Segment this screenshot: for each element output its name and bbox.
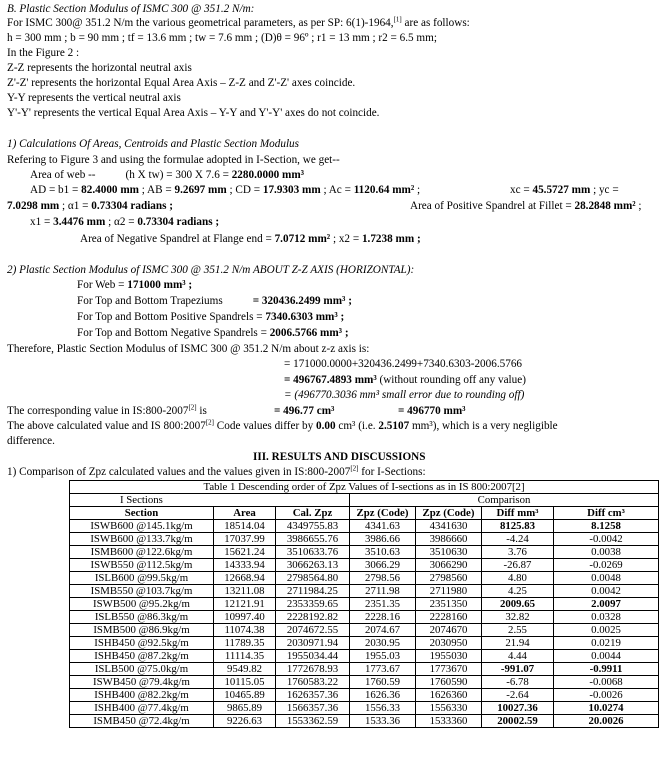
table-cell: 0.0328 (554, 611, 659, 624)
table-row (70, 520, 659, 533)
table-row (70, 611, 659, 624)
table-cell: ISWB500 @95.2kg/m (70, 598, 214, 611)
col-header: Diff mm³ (482, 507, 554, 520)
table-cell: 4.44 (482, 650, 554, 663)
table-cell: 0.0025 (554, 624, 659, 637)
yy-equal-axis-text: Y'-Y' represents the vertical Equal Area Axis – Y-Y and Y'-Y' axes do not coincide. (7, 107, 380, 119)
table-cell: 9549.82 (214, 663, 276, 676)
table-cell: 10997.40 (214, 611, 276, 624)
table-cell: 12668.94 (214, 572, 276, 585)
calc1-refer: Refering to Figure 3 and using the formulae adopted in I-Section, we get-- (7, 154, 340, 166)
table-cell: ISHB400 @82.2kg/m (70, 689, 214, 702)
table-cell: 3066290 (416, 559, 482, 572)
table-cell: 1955034.44 (276, 650, 350, 663)
corresponding-value-cm3: = 496.77 cm³ (274, 405, 335, 417)
table-cell: 1773670 (416, 663, 482, 676)
table-cell: 8125.83 (482, 520, 554, 533)
table-cell: 21.94 (482, 637, 554, 650)
table-cell: 0.0219 (554, 637, 659, 650)
table-cell: 20002.59 (482, 715, 554, 728)
table-cell: 4341.63 (350, 520, 416, 533)
table-cell: 3986660 (416, 533, 482, 546)
table-row (70, 572, 659, 585)
table-cell: -2.64 (482, 689, 554, 702)
table-cell: 9865.89 (214, 702, 276, 715)
table-cell: -0.0026 (554, 689, 659, 702)
table-cell: 1553362.59 (276, 715, 350, 728)
table-cell: 2711984.25 (276, 585, 350, 598)
table-cell: 1772678.93 (276, 663, 350, 676)
corresponding-value-line: The corresponding value in IS:800-2007[2] is (7, 403, 207, 417)
table-cell: 1626357.36 (276, 689, 350, 702)
table-row (70, 533, 659, 546)
yy-axis-text: Y-Y represents the vertical neutral axis (7, 92, 181, 104)
table-row (70, 676, 659, 689)
table-cell: 0.0044 (554, 650, 659, 663)
table-cell: 1626360 (416, 689, 482, 702)
col-header: Section (70, 507, 214, 520)
table-cell: 4.80 (482, 572, 554, 585)
table-body (70, 520, 659, 728)
col-header: Cal. Zpz (276, 507, 350, 520)
table-cell: 2798564.80 (276, 572, 350, 585)
col-header: Area (214, 507, 276, 520)
table-header-row (70, 507, 659, 520)
table-cell: 2030971.94 (276, 637, 350, 650)
table-cell: 2711.98 (350, 585, 416, 598)
yc-alpha1-line: 7.0298 mm ; α1 = 0.73304 radians ; (7, 200, 174, 212)
table-cell: 11789.35 (214, 637, 276, 650)
table-cell: 4349755.83 (276, 520, 350, 533)
table-cell: ISWB600 @145.1kg/m (70, 520, 214, 533)
table-cell: 2351.35 (350, 598, 416, 611)
table-cell: 1955.03 (350, 650, 416, 663)
table-cell: ISMB550 @103.7kg/m (70, 585, 214, 598)
table-row (70, 598, 659, 611)
col-header: Diff cm³ (554, 507, 659, 520)
difference-line-end: difference. (7, 435, 55, 447)
table-cell: ISLB550 @86.3kg/m (70, 611, 214, 624)
table-cell: -26.87 (482, 559, 554, 572)
table-cell: ISWB450 @79.4kg/m (70, 676, 214, 689)
table-cell: 1760590 (416, 676, 482, 689)
xc-yc-line: xc = 45.5727 mm ; yc = (510, 184, 619, 196)
modulus-result-line: = 496767.4893 mm³ (without rounding off any value) (284, 374, 526, 386)
table-row (70, 559, 659, 572)
modulus-rounded-line: = (496770.3036 mm³ small error due to rounding off) (284, 389, 525, 401)
table-cell: 1533360 (416, 715, 482, 728)
group-comparison: Comparison (350, 494, 659, 507)
table-cell: -0.9911 (554, 663, 659, 676)
group-sections: I Sections (70, 494, 350, 507)
table-cell: ISLB500 @75.0kg/m (70, 663, 214, 676)
table-cell: 2030950 (416, 637, 482, 650)
web-modulus-line: For Web = 171000 mm³ ; (77, 279, 193, 291)
table-cell: 2074670 (416, 624, 482, 637)
table-cell: 2074672.55 (276, 624, 350, 637)
table-row (70, 650, 659, 663)
ad-ab-cd-line: AD = b1 = 82.4000 mm ; AB = 9.2697 mm ; CD = 17.9303 mm ; Ac = 1120.64 mm² ; (30, 184, 421, 196)
table-cell: 4.25 (482, 585, 554, 598)
table-cell: 2798.56 (350, 572, 416, 585)
therefore-line: Therefore, Plastic Section Modulus of ISMC 300 @ 351.2 N/m about z-z axis is: (7, 343, 370, 355)
table-cell: ISMB500 @86.9kg/m (70, 624, 214, 637)
table-cell: 1533.36 (350, 715, 416, 728)
table-cell: -0.0269 (554, 559, 659, 572)
table-cell: ISLB600 @99.5kg/m (70, 572, 214, 585)
table-cell: 1773.67 (350, 663, 416, 676)
table-cell: 2074.67 (350, 624, 416, 637)
table-cell: ISWB550 @112.5kg/m (70, 559, 214, 572)
table-cell: 3986.66 (350, 533, 416, 546)
table-cell: 2009.65 (482, 598, 554, 611)
table-cell: ISMB450 @72.4kg/m (70, 715, 214, 728)
table-cell: 1566357.36 (276, 702, 350, 715)
table-cell: 1556.33 (350, 702, 416, 715)
positive-spandrel-modulus-line: For Top and Bottom Positive Spandrels = 7340.6303 mm³ ; (77, 311, 345, 323)
table-cell: 1626.36 (350, 689, 416, 702)
table-cell: -4.24 (482, 533, 554, 546)
positive-spandrel-line: Area of Positive Spandrel at Fillet = 28.2848 mm² ; (410, 200, 642, 212)
table-row (70, 624, 659, 637)
table-cell: -991.07 (482, 663, 554, 676)
table-cell: 1760.59 (350, 676, 416, 689)
table-cell: 3.76 (482, 546, 554, 559)
table-cell: 12121.91 (214, 598, 276, 611)
table-cell: 2.0097 (554, 598, 659, 611)
table-cell: 1556330 (416, 702, 482, 715)
calc1-heading: 1) Calculations Of Areas, Centroids and Plastic Section Modulus (7, 138, 299, 150)
table-cell: ISHB450 @92.5kg/m (70, 637, 214, 650)
table-cell: 32.82 (482, 611, 554, 624)
table-cell: 2351350 (416, 598, 482, 611)
table-cell: ISHB450 @87.2kg/m (70, 650, 214, 663)
table-cell: 2228160 (416, 611, 482, 624)
zz-equal-axis-text: Z'-Z' represents the horizontal Equal Area Axis – Z-Z and Z'-Z' axes coincide. (7, 77, 356, 89)
table-cell: 10.0274 (554, 702, 659, 715)
table-row (70, 546, 659, 559)
table-cell: 3510630 (416, 546, 482, 559)
section-b-params: h = 300 mm ; b = 90 mm ; tf = 13.6 mm ; tw = 7.6 mm ; (D)θ = 96º ; r1 = 13 mm ; r2 = 6.5 mm; (7, 32, 437, 44)
table-cell: ISHB400 @77.4kg/m (70, 702, 214, 715)
table-row (70, 715, 659, 728)
calc2-heading: 2) Plastic Section Modulus of ISMC 300 @ 351.2 N/m ABOUT Z-Z AXIS (HORIZONTAL): (7, 264, 415, 276)
table-cell: -0.0042 (554, 533, 659, 546)
section-b-heading: B. Plastic Section Modulus of ISMC 300 @ 351.2 N/m: (7, 3, 255, 15)
difference-line: The above calculated value and IS 800:2007[2] Code values differ by 0.00 cm³ (i.e. 2.5107 mm³), which is a very negligible (7, 418, 558, 432)
x1-alpha2-line: x1 = 3.4476 mm ; α2 = 0.73304 radians ; (30, 216, 220, 228)
table-cell: 1760583.22 (276, 676, 350, 689)
zz-axis-text: Z-Z represents the horizontal neutral axis (7, 62, 192, 74)
table-cell: 15621.24 (214, 546, 276, 559)
table-cell: 3986655.76 (276, 533, 350, 546)
table-cell: 0.0048 (554, 572, 659, 585)
results-heading: III. RESULTS AND DISCUSSIONS (253, 451, 426, 463)
table-cell: 0.0038 (554, 546, 659, 559)
results-table (69, 480, 659, 728)
table-cell: 10115.05 (214, 676, 276, 689)
results-item1: 1) Comparison of Zpz calculated values and the values given in IS:800-2007[2] for I-Sections: (7, 464, 426, 478)
table-row (70, 689, 659, 702)
table-cell: 2711980 (416, 585, 482, 598)
table-cell: 13211.08 (214, 585, 276, 598)
table-cell: 1955030 (416, 650, 482, 663)
table-cell: 18514.04 (214, 520, 276, 533)
table-cell: 3510633.76 (276, 546, 350, 559)
table-row (70, 663, 659, 676)
table-row (70, 702, 659, 715)
table-row (70, 637, 659, 650)
corresponding-value-mm3: = 496770 mm³ (398, 405, 466, 417)
table-cell: -6.78 (482, 676, 554, 689)
table-cell: ISWB600 @133.7kg/m (70, 533, 214, 546)
table-caption: Table 1 Descending order of Zpz Values of I-sections as in IS 800:2007[2] (70, 481, 659, 494)
table-cell: 9226.63 (214, 715, 276, 728)
area-web-line: Area of web -- (h X tw) = 300 X 7.6 = 2280.0000 mm³ (30, 169, 305, 181)
table-cell: 10027.36 (482, 702, 554, 715)
modulus-sum-line: = 171000.0000+320436.2499+7340.6303-2006.5766 (284, 358, 523, 370)
figure2-label: In the Figure 2 : (7, 47, 80, 59)
table-row (70, 585, 659, 598)
col-header: Zpz (Code) (416, 507, 482, 520)
table-cell: 4341630 (416, 520, 482, 533)
table-cell: 14333.94 (214, 559, 276, 572)
table-cell: 2228192.82 (276, 611, 350, 624)
table-cell: 2.55 (482, 624, 554, 637)
table-cell: 17037.99 (214, 533, 276, 546)
negative-spandrel-line: Area of Negative Spandrel at Flange end = 7.0712 mm² ; x2 = 1.7238 mm ; (80, 233, 421, 245)
negative-spandrel-modulus-line: For Top and Bottom Negative Spandrels = 2006.5766 mm³ ; (77, 327, 349, 339)
table-cell: 2228.16 (350, 611, 416, 624)
trapezium-modulus-line: For Top and Bottom Trapeziums = 320436.2499 mm³ ; (77, 295, 352, 307)
section-b-intro: For ISMC 300@ 351.2 N/m the various geometrical parameters, as per SP: 6(1)-1964,[1] are as follows: (7, 15, 470, 29)
table-cell: 8.1258 (554, 520, 659, 533)
table-cell: 20.0026 (554, 715, 659, 728)
table-cell: 2030.95 (350, 637, 416, 650)
table-cell: 3066.29 (350, 559, 416, 572)
col-header: Zpz (Code) (350, 507, 416, 520)
table-cell: -0.0068 (554, 676, 659, 689)
table-cell: 3066263.13 (276, 559, 350, 572)
table-cell: ISMB600 @122.6kg/m (70, 546, 214, 559)
table-cell: 10465.89 (214, 689, 276, 702)
table-cell: 11074.38 (214, 624, 276, 637)
table-cell: 0.0042 (554, 585, 659, 598)
table-cell: 11114.35 (214, 650, 276, 663)
table-cell: 2353359.65 (276, 598, 350, 611)
table-cell: 2798560 (416, 572, 482, 585)
table-cell: 3510.63 (350, 546, 416, 559)
